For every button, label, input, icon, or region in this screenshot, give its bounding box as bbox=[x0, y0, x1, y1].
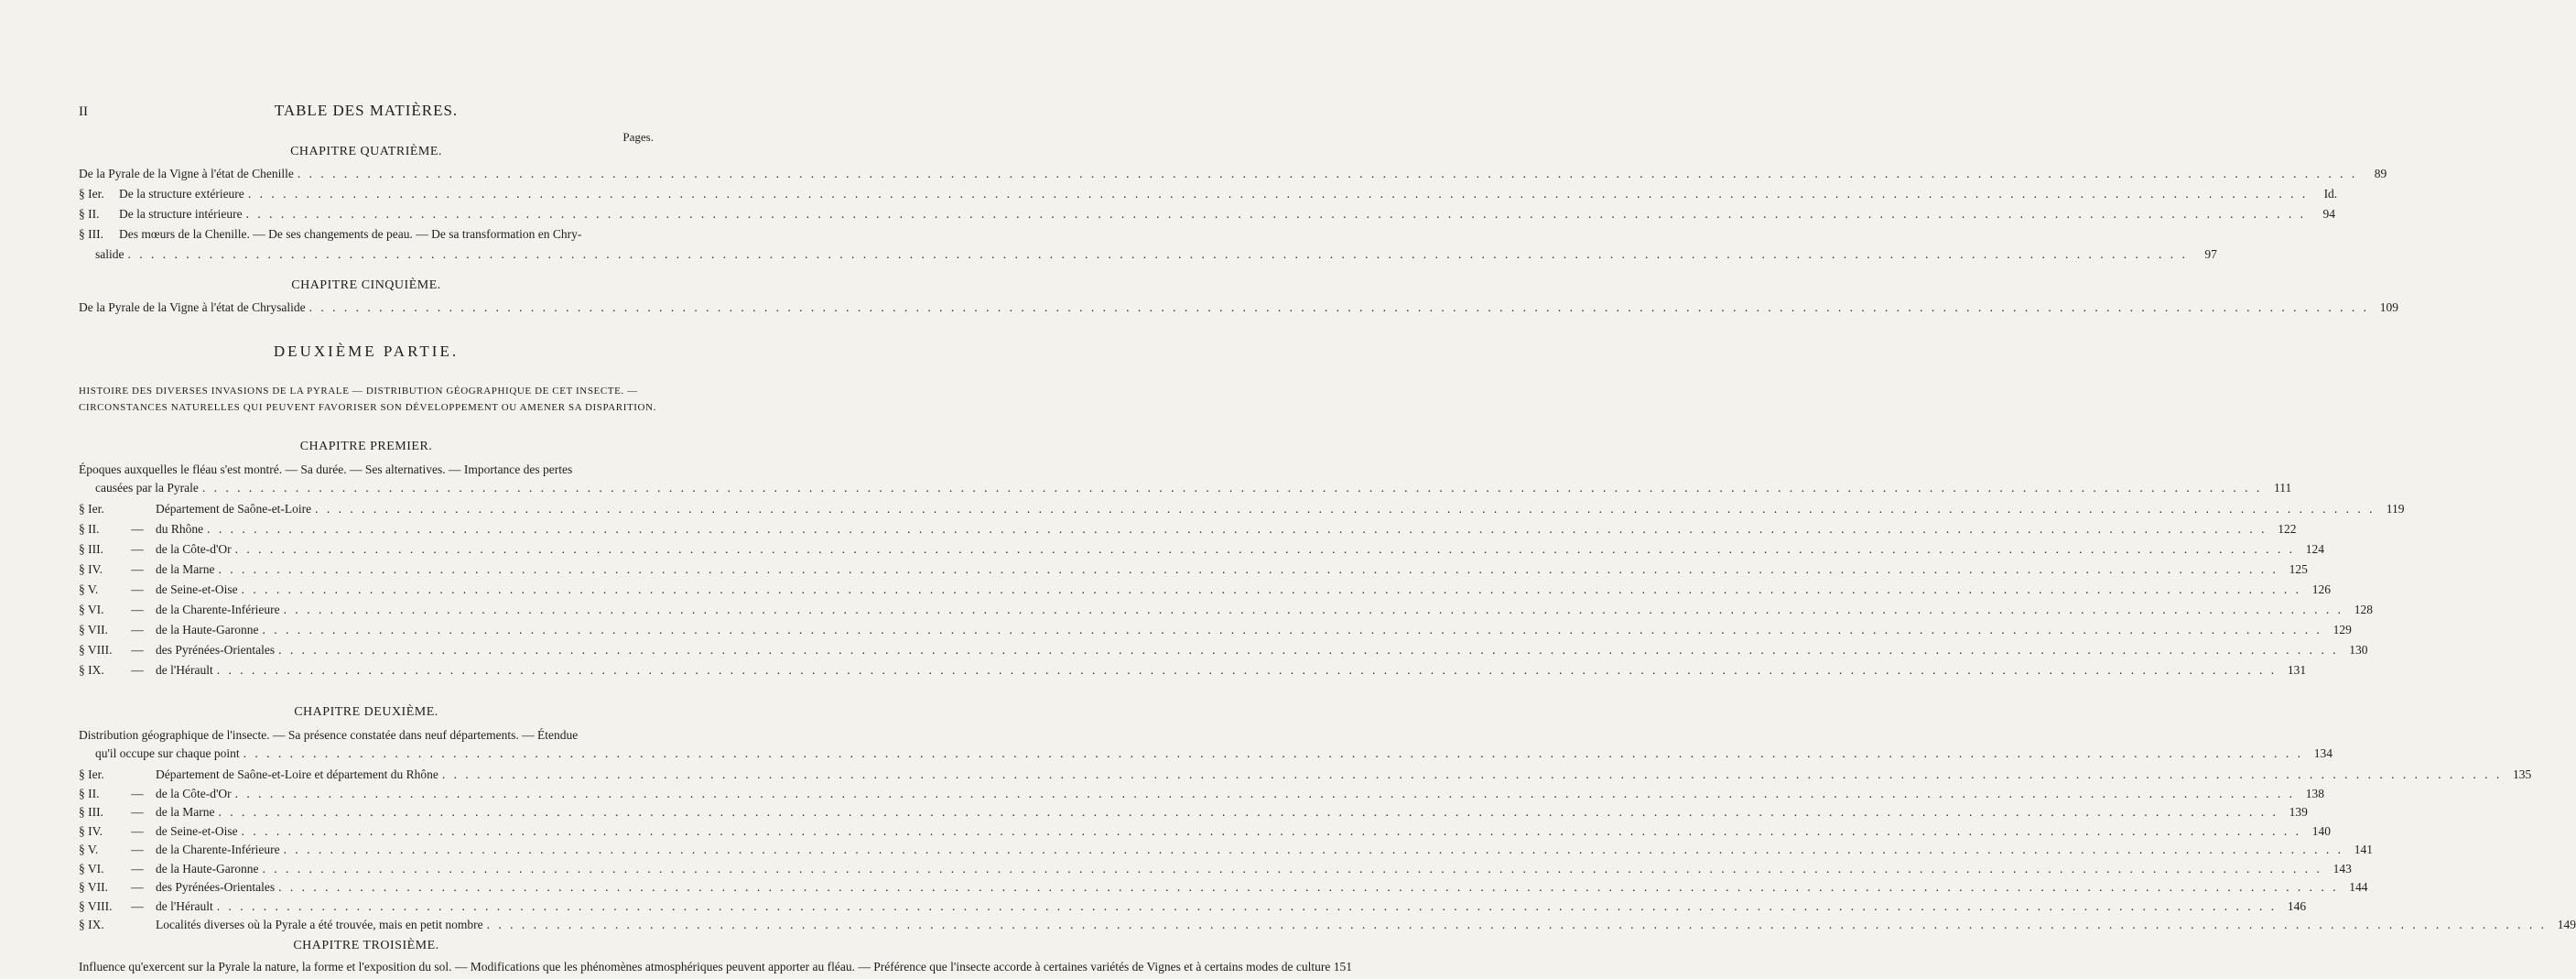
toc-entry: § III. — de la Côte-d'Or . . . 124 bbox=[79, 542, 659, 557]
chapter-1-intro-line1: Époques auxquelles le fléau s'est montré. — Sa durée. — Ses alternatives. — Importance des pertes bbox=[79, 462, 573, 476]
chapter-3-title: CHAPITRE TROISIÈME. bbox=[293, 939, 439, 952]
toc-entry: § V. — de Seine-et-Oise . . . 126 bbox=[79, 582, 659, 597]
toc-entry: § VII. — des Pyrénées-Orientales . . . 144 bbox=[79, 880, 659, 895]
chapter-3-text: Influence qu'exercent sur la Pyrale la nature, la forme et l'exposition du sol. — Modifications que les phénomènes atmosphériques peuvent apporter au fléau. — Préférence que l'insecte accorde à certaines variétés de Vignes et à certains modes de culture 151 bbox=[79, 960, 1352, 974]
pages-column-label: Pages. bbox=[622, 130, 654, 144]
toc-entry: § III. — de la Marne . . . 139 bbox=[79, 805, 659, 820]
toc-entry: § IV. — de la Marne . . . 125 bbox=[79, 562, 659, 577]
chapter-5-title: CHAPITRE CINQUIÈME. bbox=[291, 278, 441, 292]
chapter-4-title: CHAPITRE QUATRIÈME. bbox=[290, 145, 442, 158]
toc-entry: § V. — de la Charente-Inférieure . . . 141 bbox=[79, 843, 659, 857]
toc-entry: qu'il occupe sur chaque point . . . 134 bbox=[95, 746, 659, 761]
toc-entry: § IX. — de l'Hérault . . . 131 bbox=[79, 663, 659, 678]
chapter-2-intro-line1: Distribution géographique de l'insecte. — Sa présence constatée dans neuf départements. — Étendue bbox=[79, 728, 579, 742]
chapter-2-title: CHAPITRE DEUXIÈME. bbox=[294, 705, 438, 719]
toc-entry: § VIII. — de l'Hérault . . . 146 bbox=[79, 899, 659, 914]
page-title: TABLE DES MATIÈRES. bbox=[274, 102, 459, 119]
toc-entry: § Ier. Département de Saône-et-Loire et département du Rhône . . . 135 bbox=[79, 767, 659, 782]
toc-entry: § VII. — de la Haute-Garonne . . . 129 bbox=[79, 623, 659, 637]
toc-entry: causées par la Pyrale . . . 111 bbox=[95, 481, 659, 495]
toc-entry: § IV. — de Seine-et-Oise . . . 140 bbox=[79, 824, 659, 839]
toc-entry: § II. De la structure intérieure . . . 94 bbox=[79, 207, 659, 222]
page-number: II bbox=[79, 104, 88, 119]
toc-entry: De la Pyrale de la Vigne à l'état de Chenille . . . 89 bbox=[79, 167, 659, 181]
part-2-title: DEUXIÈME PARTIE. bbox=[273, 343, 460, 360]
toc-entry: salide . . . 97 bbox=[95, 247, 659, 262]
toc-entry: § Ier. De la structure extérieure . . . Id. bbox=[79, 187, 659, 201]
toc-entry: § IX. Localités diverses où la Pyrale a été trouvée, mais en petit nombre . . . 149 bbox=[79, 918, 659, 932]
toc-entry: § II. — du Rhône . . . 122 bbox=[79, 522, 659, 537]
chapter-1-title: CHAPITRE PREMIER. bbox=[299, 440, 433, 453]
toc-entry: § VI. — de la Haute-Garonne . . . 143 bbox=[79, 862, 659, 876]
toc-entry-line1: § III. Des mœurs de la Chenille. — De ses changements de peau. — De sa transformation en Chry- bbox=[79, 227, 582, 241]
toc-entry: De la Pyrale de la Vigne à l'état de Chrysalide . . . 109 bbox=[79, 300, 659, 315]
toc-entry: § VIII. — des Pyrénées-Orientales . . . 130 bbox=[79, 643, 659, 658]
part-2-summary: HISTOIRE DES DIVERSES INVASIONS DE LA PYRALE — DISTRIBUTION GÉOGRAPHIQUE DE CET INSECTE. — CIRCONSTANCES NATURELLES QUI PEUVENT FAVORISER SON DÉVELOPPEMENT OU AMENER SA DISPARITION. bbox=[79, 386, 656, 413]
toc-entry: § II. — de la Côte-d'Or . . . 138 bbox=[79, 787, 659, 801]
toc-entry: § VI. — de la Charente-Inférieure . . . 128 bbox=[79, 603, 659, 617]
toc-entry: § Ier. Département de Saône-et-Loire . . . 119 bbox=[79, 502, 659, 517]
